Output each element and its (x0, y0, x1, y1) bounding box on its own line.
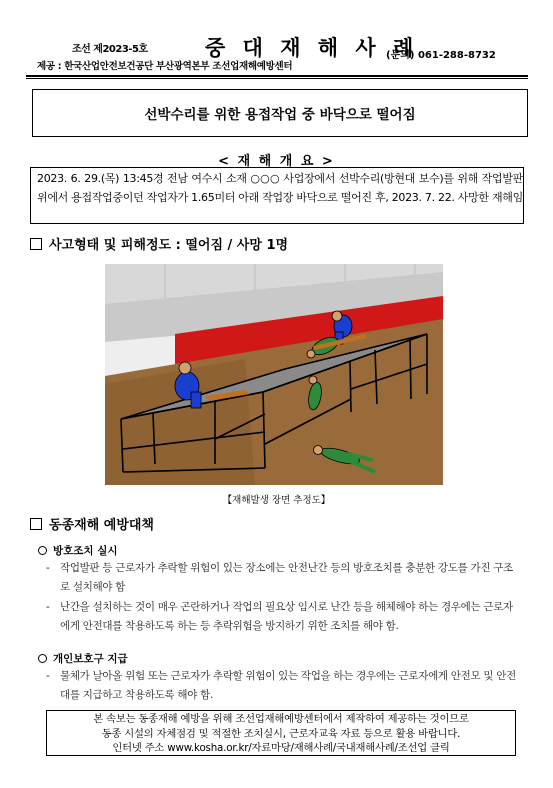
dash-marker: - (46, 670, 50, 682)
provider-line: 제공 : 한국산업안전보건공단 부산광역본부 조선업재해예방센터 (37, 61, 293, 72)
list-item-text: 난간을 설치하는 것이 매우 곤란하거나 작업의 필요상 임시로 난간 등을 해체해야 하는 경우에는 근로자에게 안전대를 착용하도록 하는 등 추락위험을 방지하기 위한 조치를 해야 함. (60, 601, 513, 632)
incident-headline (32, 89, 528, 137)
list-item-text: 물체가 날아올 위험 또는 근로자가 추락할 위험이 있는 작업을 하는 경우에는 근로자에게 안전모 및 안전대를 지급하고 착용하도록 해야 함. (60, 670, 516, 701)
list-item (46, 667, 520, 705)
notice-line-3: 인터넷 주소 www.kosha.or.kr/자료마당/재해사례/국내재해사례/조선업 클릭 (112, 742, 450, 754)
subsection-protective-measures (38, 543, 118, 558)
figure-caption: 【재해발생 장면 추정도】 (222, 495, 331, 506)
header-divider (26, 75, 528, 77)
dash-marker: - (46, 562, 50, 574)
circle-bullet-icon (38, 546, 47, 555)
subsection-title: 개인보호구 지급 (53, 653, 128, 665)
prevention-heading-text: 동종재해 예방대책 (49, 518, 154, 533)
header-divider-thin (26, 78, 528, 79)
square-bullet-icon (30, 238, 42, 250)
overview-box (30, 167, 524, 224)
square-bullet-icon (30, 518, 42, 530)
notice-box (46, 710, 516, 756)
list-item-text: 작업발판 등 근로자가 추락할 위험이 있는 장소에는 안전난간 등의 방호조치를 충분한 강도를 가진 구조로 설치해야 함 (60, 562, 513, 593)
subsection-title: 방호조치 실시 (53, 545, 118, 557)
accident-type-heading (30, 234, 288, 253)
overview-title: < 재 해 개 요 > (218, 154, 335, 169)
notice-line-2: 동종 시설의 자체점검 및 적절한 조치실시, 근로자교육 자료 등으로 활용 바랍니다. (101, 727, 461, 740)
dash-marker: - (46, 601, 50, 613)
circle-bullet-icon (38, 654, 47, 663)
notice-line-1: 본 속보는 동종재해 예방을 위해 조선업재해예방센터에서 제작하여 제공하는 것이므로 (93, 713, 469, 725)
accident-scene-illustration (105, 264, 443, 485)
incident-headline-text: 선박수리를 위한 용접작업 중 바닥으로 떨어짐 (144, 107, 416, 123)
list-item (46, 559, 520, 597)
issue-number: 조선 제2023-5호 (72, 44, 148, 55)
overview-text: 2023. 6. 29.(목) 13:45경 전남 여수시 소재 ○○○ 사업장에서 선박수리(방현대 보수)를 위해 작업발판 위에서 용접작업중이던 작업자가 1.65미터 아래 작업장 바닥으로 떨어진 후, 2023. 7. 22. 사망한 재해임 (37, 172, 523, 204)
subsection-protective-equipment (38, 651, 128, 666)
accident-type-text: 사고형태 및 피해정도 : 떨어짐 / 사망 1명 (49, 238, 289, 253)
list-item (46, 598, 520, 636)
contact-info: (문의) 061-288-8732 (386, 50, 496, 61)
prevention-heading (30, 514, 154, 533)
page-title: 중 대 재 해 사 례 (205, 36, 419, 60)
